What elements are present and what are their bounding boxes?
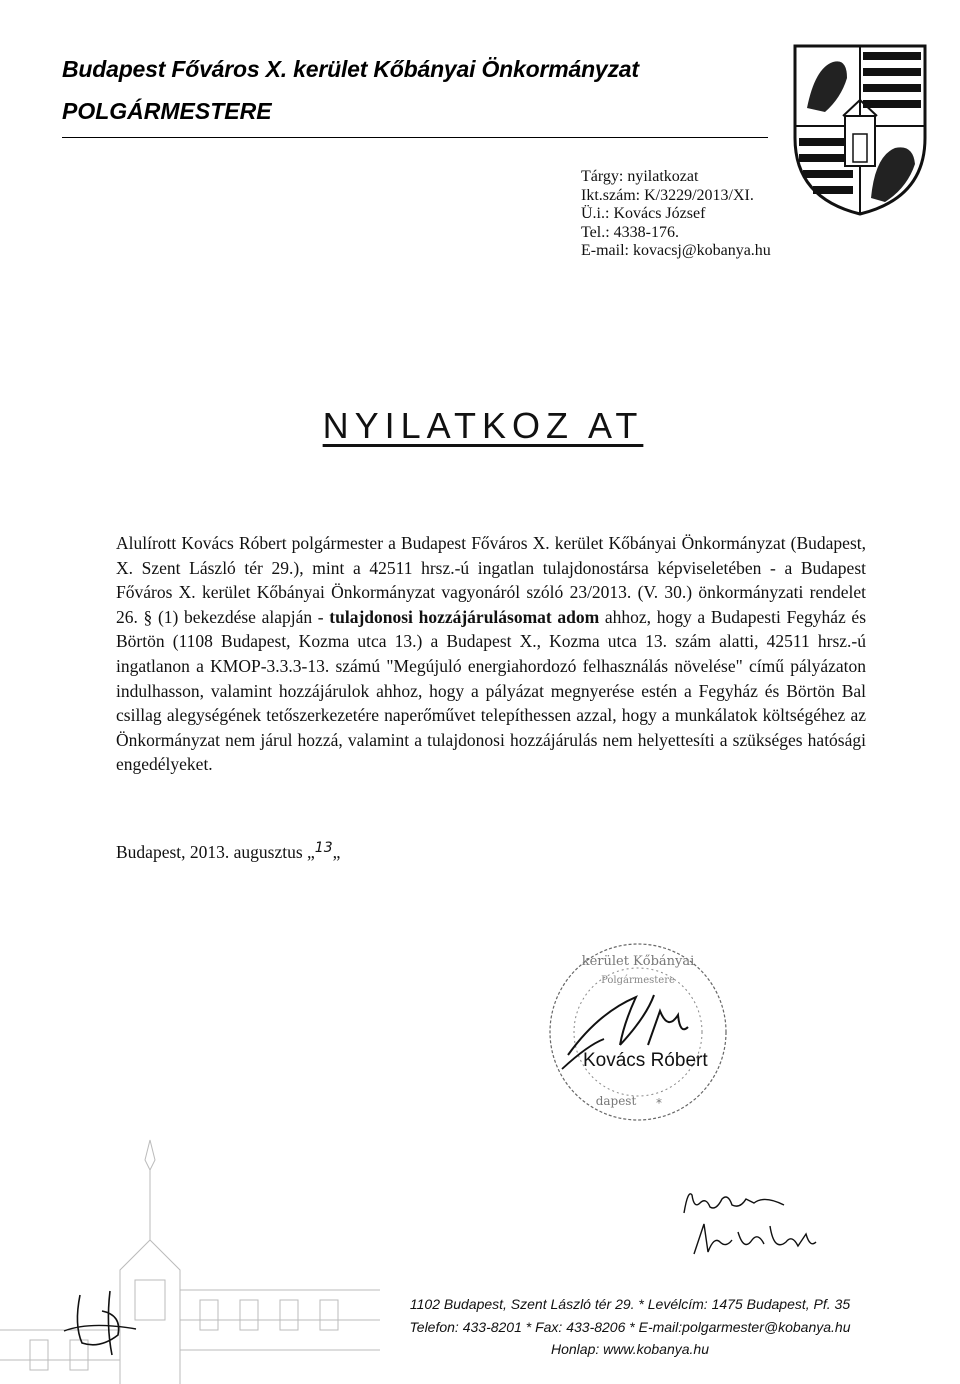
phone: Tel.: 4338-176.: [581, 223, 679, 241]
handwritten-initials-icon: [690, 1218, 820, 1258]
body-text-part1: Alulírott Kovács Róbert polgármester a Budapest Főváros X. kerület Kőbányai Önkormányzat (Budapest, X. Szent László tér 29.), mint a 42511 hrsz.-ú ingatlan tulajdonostársa képviseletében - a Budapest Főváros X. kerület Kőbányai Önkormányzat vagyonáról szóló 23/2013. (V. 30.) önkormányzati rendelet 26. § (1) bekezdése alapján -: [116, 533, 866, 627]
body-text-part2: ahhoz, hogy a Budapesti Fegyház és Börtön (1108 Budapest, Kozma utca 13.) a Budapest X., Kozma utca 13. szám alatti, 42511 hrsz.-ú ingatlanon a KMOP-3.3.3-13. számú "Megújuló energiahordozó felhasználás növelése" című pályázaton indulhasson, valamint hozzájárulok ahhoz, hogy a pályázat megnyerése estén a Fegyház és Börtön Bal csillag alegységének tetőszerkezetére naperőművet telepíthessen azzal, hogy a munkálatok költségéhez az Önkormányzat nem járul hozzá, valamint a tulajdonosi hozzájárulás nem helyettesíti a szükséges hatósági engedélyeket.: [116, 606, 867, 775]
date-suffix: „: [332, 842, 341, 862]
date-prefix: Budapest, 2013. augusztus „: [116, 842, 315, 862]
subject-line: Tárgy: nyilatkozat: [581, 168, 699, 185]
footer-address: 1102 Budapest, Szent László tér 29. * Levélcím: 1475 Budapest, Pf. 35: [409, 1296, 851, 1312]
header-divider: [62, 137, 768, 138]
organization-name: Budapest Főváros X. kerület Kőbányai Önkormányzat: [62, 56, 639, 82]
svg-text:dapest: dapest: [595, 1094, 637, 1108]
date-day: 13: [314, 840, 333, 856]
administrator: Ü.i.: Kovács József: [581, 205, 706, 223]
official-stamp-icon: [528, 935, 748, 1130]
document-title-wrap: [0, 405, 960, 447]
file-number: Ikt.szám: K/3229/2013/XI.: [581, 186, 754, 204]
email: E-mail: kovacsj@kobanya.hu: [581, 242, 771, 260]
office-title: POLGÁRMESTERE: [62, 98, 272, 124]
svg-text:kerület Kőbányai: kerület Kőbányai: [581, 954, 695, 969]
footer-website: Honlap: www.kobanya.hu: [551, 1341, 709, 1357]
svg-text:*: *: [656, 1096, 662, 1110]
footer-contacts: Telefon: 433-8201 * Fax: 433-8206 * E-mail:polgarmester@kobanya.hu: [409, 1318, 851, 1335]
signer-name: Kovács Róbert: [583, 1050, 708, 1071]
place-date: [116, 842, 340, 863]
body-bold-consent: tulajdonosi hozzájárulásomat adom: [329, 606, 600, 627]
document-meta: [581, 168, 771, 261]
handwritten-signature-icon: [680, 1185, 790, 1220]
declaration-body: [116, 531, 866, 777]
document-title: NYILATKOZ AT: [322, 405, 644, 446]
town-hall-watermark-icon: [0, 1130, 380, 1384]
coat-of-arms-icon: [785, 38, 935, 218]
letterhead-footer: [330, 1293, 930, 1361]
svg-text:Polgármestere: Polgármestere: [601, 975, 675, 986]
handwritten-initials-corner-icon: [60, 1285, 140, 1360]
